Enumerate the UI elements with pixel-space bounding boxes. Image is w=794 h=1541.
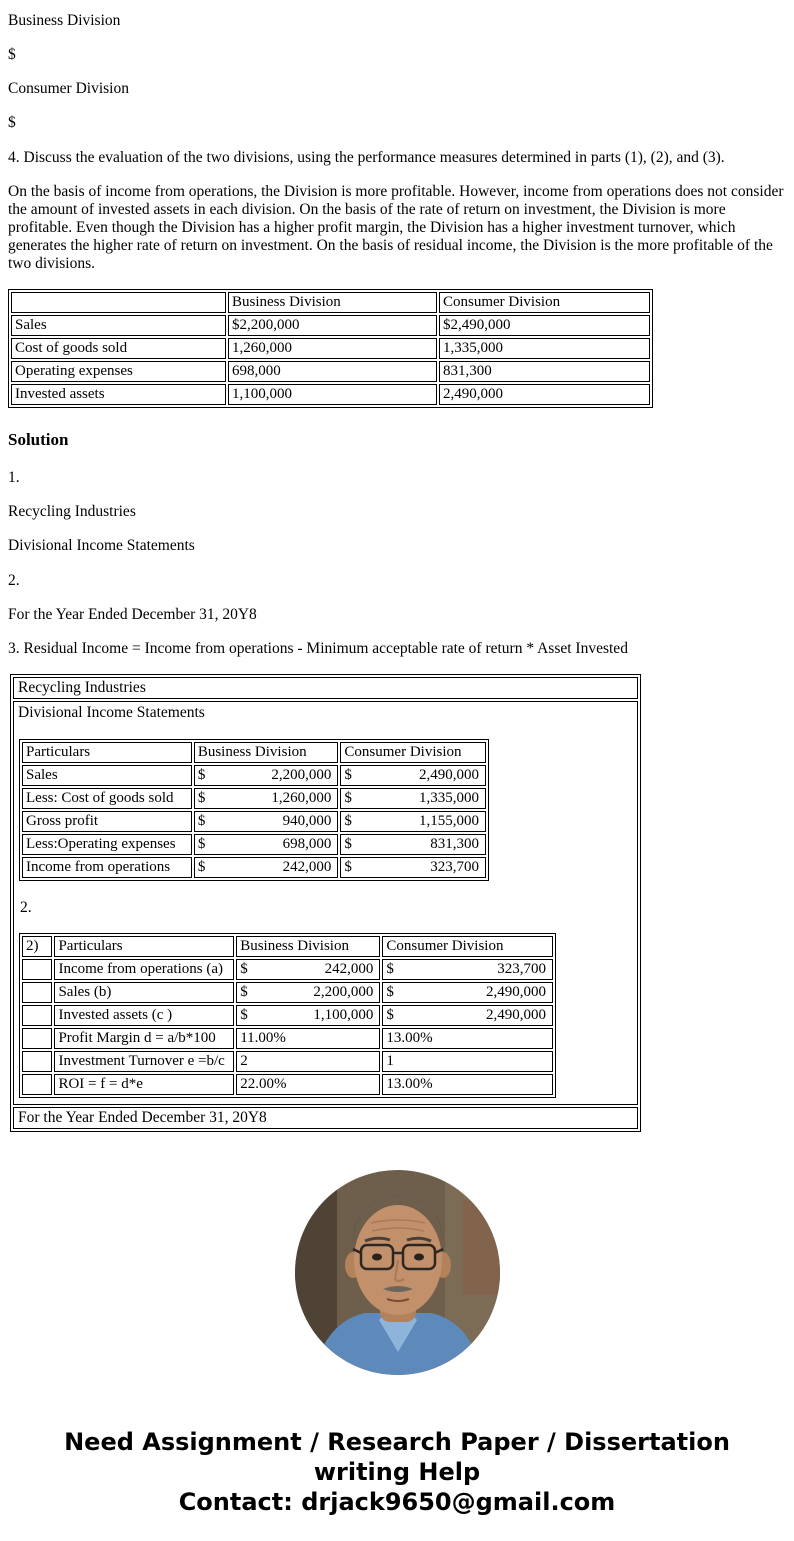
amount: 242,000 — [324, 960, 374, 977]
amount: 2,490,000 — [419, 766, 479, 783]
cell-empty — [22, 982, 52, 1003]
solution-block-footer: For the Year Ended December 31, 20Y8 — [13, 1107, 638, 1129]
given-data-table — [8, 289, 653, 408]
value-cell — [382, 959, 553, 980]
header-cell-business: Business Division — [236, 936, 380, 957]
value-cell: 1,100,000 — [228, 384, 437, 405]
note-2: 2. — [20, 899, 32, 917]
cell-empty — [22, 1005, 52, 1026]
table-row — [22, 1005, 553, 1026]
tutor-portrait-photo — [295, 1170, 500, 1375]
amount: 1,260,000 — [271, 789, 332, 806]
row-label: Sales (b) — [54, 982, 234, 1003]
value-cell: 13.00% — [382, 1074, 553, 1095]
solution-item-2: 2. — [8, 571, 20, 589]
row-label: Profit Margin d = a/b*100 — [54, 1028, 234, 1049]
value-cell — [194, 811, 339, 832]
solution-block-content — [13, 701, 638, 1105]
table-row — [22, 1051, 553, 1072]
value-cell: $2,490,000 — [439, 315, 650, 336]
value-cell — [382, 982, 553, 1003]
solution-block-subtitle: Divisional Income Statements — [18, 704, 205, 721]
value-cell — [194, 834, 339, 855]
currency-symbol: $ — [344, 766, 352, 783]
cell-empty — [22, 1074, 52, 1095]
amount: 2,490,000 — [486, 1006, 546, 1023]
consumer-division-label: Consumer Division — [8, 80, 129, 98]
header-cell-business: Business Division — [194, 742, 339, 763]
dollar-placeholder-1: $ — [8, 46, 16, 64]
table-row — [11, 315, 650, 336]
row-label: Less: Cost of goods sold — [22, 788, 192, 809]
row-label: Income from operations — [22, 857, 192, 878]
amount: 698,000 — [282, 835, 332, 852]
table-row — [11, 361, 650, 382]
value-cell — [340, 788, 486, 809]
discussion-paragraph: On the basis of income from operations, the Division is more profitable. However, income from operations does not consider the amount of invested assets in each division. On the basis of the rate of return on investment, the Division is more profitable. Even though the Division has a higher profit margin, the Division has a higher investment turnover, which generates the higher rate of return on investment. On the basis of residual income, the Division is the more profitable of the two divisions. — [8, 182, 784, 273]
row-label: Operating expenses — [11, 361, 226, 382]
amount: 242,000 — [282, 858, 332, 875]
amount: 1,155,000 — [419, 812, 479, 829]
row-label: Cost of goods sold — [11, 338, 226, 359]
value-cell — [236, 1005, 380, 1026]
currency-symbol: $ — [197, 789, 206, 806]
currency-symbol: $ — [344, 835, 352, 852]
table-row — [22, 1028, 553, 1049]
header-cell-business: Business Division — [228, 292, 437, 313]
income-table-header-row — [22, 742, 486, 763]
cell-empty — [22, 959, 52, 980]
currency-symbol: $ — [240, 983, 248, 1000]
currency-symbol: $ — [197, 766, 206, 783]
value-cell: 698,000 — [228, 361, 437, 382]
value-cell: 22.00% — [236, 1074, 380, 1095]
value-cell: 2 — [236, 1051, 380, 1072]
row-label: Less:Operating expenses — [22, 834, 192, 855]
amount: 2,200,000 — [313, 983, 374, 1000]
footer-advertisement — [8, 1427, 786, 1517]
solution-heading: Solution — [8, 430, 69, 450]
solution-company: Recycling Industries — [8, 503, 136, 521]
value-cell: 831,300 — [439, 361, 650, 382]
amount: 2,490,000 — [486, 983, 546, 1000]
value-cell: 13.00% — [382, 1028, 553, 1049]
value-cell — [340, 811, 486, 832]
row-label: Income from operations (a) — [54, 959, 234, 980]
amount: 940,000 — [282, 812, 332, 829]
table-row — [22, 765, 486, 786]
table-row — [22, 1074, 553, 1095]
row-label: Gross profit — [22, 811, 192, 832]
currency-symbol: $ — [386, 983, 394, 1000]
income-statement-table — [19, 739, 489, 881]
currency-symbol: $ — [240, 960, 248, 977]
value-cell: $2,200,000 — [228, 315, 437, 336]
table-row — [22, 982, 553, 1003]
solution-block-title: Recycling Industries — [13, 677, 638, 699]
value-cell: 1 — [382, 1051, 553, 1072]
ad-contact-email: Contact: drjack9650@gmail.com — [178, 1488, 616, 1517]
currency-symbol: $ — [386, 960, 394, 977]
table-row — [22, 834, 486, 855]
roi-analysis-table — [19, 933, 556, 1098]
table-row — [22, 811, 486, 832]
header-cell-particulars: Particulars — [54, 936, 234, 957]
value-cell: 1,335,000 — [439, 338, 650, 359]
currency-symbol: $ — [197, 812, 206, 829]
header-cell-consumer: Consumer Division — [340, 742, 486, 763]
header-cell-empty — [11, 292, 226, 313]
question-4: 4. Discuss the evaluation of the two divisions, using the performance measures determined in parts (1), (2), and (3). — [8, 148, 725, 166]
value-cell — [194, 857, 339, 878]
row-label: Invested assets — [11, 384, 226, 405]
currency-symbol: $ — [344, 858, 352, 875]
value-cell: 1,260,000 — [228, 338, 437, 359]
solution-statement-title: Divisional Income Statements — [8, 537, 195, 555]
value-cell — [236, 982, 380, 1003]
value-cell — [340, 834, 486, 855]
solution-item-1: 1. — [8, 469, 20, 487]
amount: 2,200,000 — [271, 766, 332, 783]
amount: 1,100,000 — [313, 1006, 374, 1023]
header-cell-particulars: Particulars — [22, 742, 192, 763]
value-cell — [340, 857, 486, 878]
solution-period: For the Year Ended December 31, 20Y8 — [8, 605, 257, 623]
table-row — [22, 959, 553, 980]
value-cell — [236, 959, 380, 980]
header-cell-index: 2) — [22, 936, 52, 957]
row-label: Sales — [22, 765, 192, 786]
value-cell: 2,490,000 — [439, 384, 650, 405]
currency-symbol: $ — [344, 812, 352, 829]
ad-line-1: Need Assignment / Research Paper / Dissertation — [64, 1428, 730, 1457]
dollar-placeholder-2: $ — [8, 114, 16, 132]
business-division-label: Business Division — [8, 12, 121, 29]
table-row — [22, 857, 486, 878]
solution-block — [10, 674, 641, 1133]
value-cell — [194, 788, 339, 809]
table-row — [11, 384, 650, 405]
roi-table-header-row — [22, 936, 553, 957]
table-row — [11, 338, 650, 359]
cell-empty — [22, 1051, 52, 1072]
currency-symbol: $ — [240, 1006, 248, 1023]
value-cell: 11.00% — [236, 1028, 380, 1049]
value-cell — [382, 1005, 553, 1026]
value-cell — [340, 765, 486, 786]
value-cell — [194, 765, 339, 786]
given-table-header-row — [11, 292, 650, 313]
amount: 323,700 — [430, 858, 479, 875]
amount: 831,300 — [430, 835, 479, 852]
currency-symbol: $ — [386, 1006, 394, 1023]
row-label: Invested assets (c ) — [54, 1005, 234, 1026]
row-label: Sales — [11, 315, 226, 336]
ad-line-2: writing Help — [313, 1458, 481, 1487]
cell-empty — [22, 1028, 52, 1049]
currency-symbol: $ — [344, 789, 352, 806]
currency-symbol: $ — [197, 835, 206, 852]
amount: 1,335,000 — [419, 789, 479, 806]
table-row — [22, 788, 486, 809]
header-cell-consumer: Consumer Division — [439, 292, 650, 313]
amount: 323,700 — [497, 960, 546, 977]
solution-item-3: 3. Residual Income = Income from operations - Minimum acceptable rate of return * Asset Invested — [8, 639, 628, 657]
header-cell-consumer: Consumer Division — [382, 936, 553, 957]
row-label: Investment Turnover e =b/c — [54, 1051, 234, 1072]
row-label: ROI = f = d*e — [54, 1074, 234, 1095]
currency-symbol: $ — [197, 858, 206, 875]
